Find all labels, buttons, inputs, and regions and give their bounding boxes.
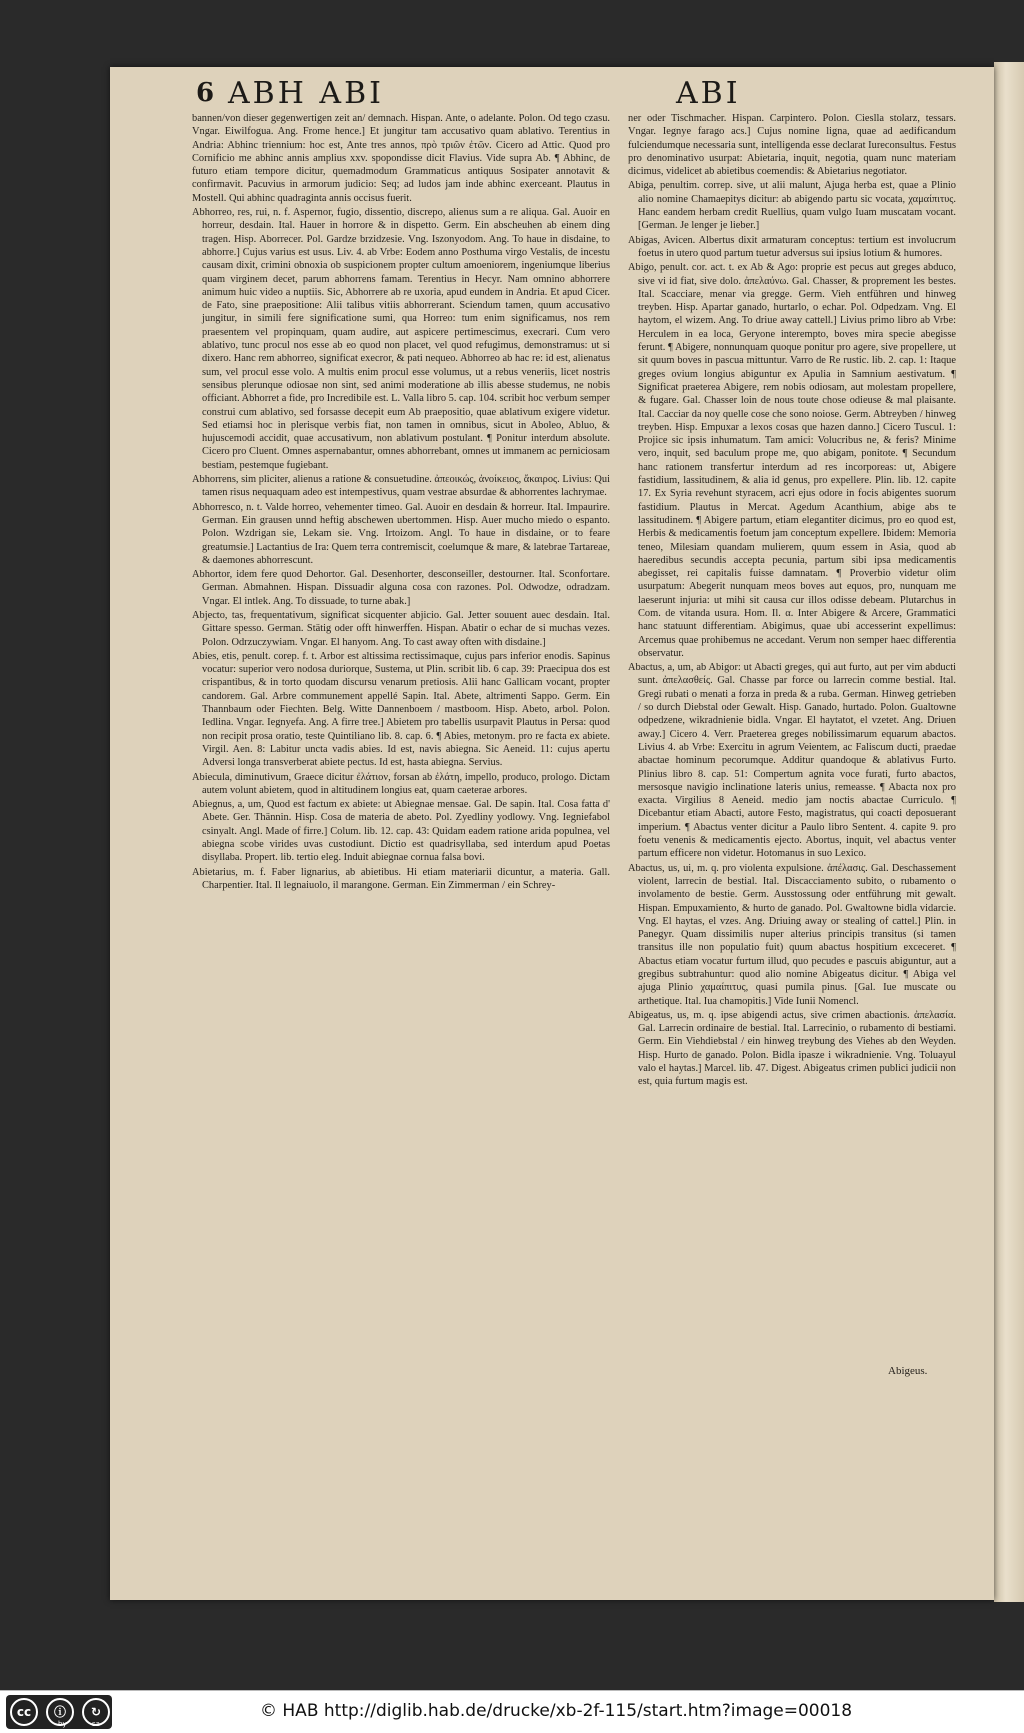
entry-paragraph: Abies, etis, penult. corep. f. t. Arbor est altissima rectissimaque, cujus pars inferior enodis. Sapinus vocatur: superior vero nodosa duriorque, Sustema, ut Plin. scribit lib. 6 cap. 39: Praecipua dos est crispantibus, & in torto quodam discursu venarum pretiosis. Alii hanc Gallicam vocant, propter candorem. Gal. Arbre communement appellé Sapin. Ital. Abete, altrimenti Sappo. Germ. Ein Thannbaum oder Fiechten. Belg. Witte Dannenboem / mastboom. Hisp. Abeto, arbol. Polon. Iedlina. Vngar. Iegnyefa. Ang. A firre tree.] Abietem pro tabellis usurpavit Plautus in Persa: quod non recipit prosa oratio, teste Quintiliano lib. 8. cap. 6. ¶ Abies, metonym. pro re facta ex abiete. Virgil. Aen. 8: Labitur uncta vadis abies. Id est, navis abiegna. Sic Aeneid. 11: cujus apertu Adversi longa transverberat abiete pectus. Id est, hasta abiegna. Servius. <box>192 650 610 769</box>
entry-paragraph: Abiecula, diminutivum, Graece dicitur ἐλάτιον, forsan ab ἐλάτη, impello, produco, prologo. Dictam autem volunt abietem, quod in altitudinem longius eat, quam caeterae arbores. <box>192 771 610 796</box>
by-icon: ⓘ <box>46 1698 74 1726</box>
cc-license-badge[interactable] <box>6 1695 112 1729</box>
entry-paragraph: Abigo, penult. cor. act. t. ex Ab & Ago: proprie est pecus aut greges abduco, sive vi id fiat, sive dolo. ἀπελαύνω. Gal. Chasser, & proprement les bestes. Ital. Scacciare, menar via gregge. Germ. Vieh entführen und hinweg treyben. Hisp. Apartar ganado, hurtarlo, o echar. Pol. Odpedzam. Vng. El haytom, el wizem. Ang. To driue away cattell.] Livius primo libro ab Vrbe: Herculem in ea loca, Geryone interempto, boves mira specie abegisse ferunt. ¶ Abigere, nonnunquam quoque ponitur pro agere, sive propellere, ut sit quum boves in pascua mittuntur. Varro de Re rustic. lib. 2. cap. 1: Itaque greges ovium longius abiguntur ex Apulia in Samnium aestivatum. ¶ Significat praeterea Abigere, rem nobis odiosam, aut molestam propellere, & fugare. Gal. Chasser loin de nous toute chose odieuse & mal plaisante. Ital. Cacciar da noy quelle cose che sono noiose. Germ. Abtreyben / hinweg treyben. Hisp. Empuxar a lexos cosas que hazen danno.] Cicero Tuscul. 1: Projice sic ipsis inhumatum. Tam amici: Volucribus ne, & feris? Minime vero, inquit, sed baculum prope me, quo abigam, ponitote. ¶ Secundum hanc rationem transfertur interdum ad res incorporeas: ut, Abigere fastidium, lassitudinem, & alia id genus, pro expellere. Plin. lib. 12. capite 17. Ex Syria revehunt styracem, acri ejus odore in focis abigentes suorum fastidium. Plautus in Mercat. Agedum Acanthium, abige abs te lassitudinem. ¶ Abigere partum, etiam elegantiter dicimus, pro eo quod est, Herbis & medicamentis foetum jam conceptum expellere. Ibidem: Memoria teneo, Milesiam quandam mulierem, quum essem in Asia, quod ab haeredibus secundis accepta pecunia, partum sibi ipsa medicamentis abegisset, rei capitalis fuisse damnatam. ¶ Proverbio videtur olim usurpatum: Abegerit nunquam meos boves aut equos, pro, nunquam me laeserunt injuria: ut mihi sit causa cur illos odisse debeam. Plutarchus in Com. de vitanda usura. Hom. Il. α. Inter Abigere & Arcere, Grammatici hanc statuunt differentiam. Abigimus, quae ubi accesserint expellimus: Arcemus quae prohibemus ne accedant. Verum non semper haec differentia observatur. <box>628 262 956 659</box>
entry-paragraph: Abhorrens, sim pliciter, alienus a ratione & consuetudine. ἀπεοικώς, ἀνοίκειος, ἄκαιρος. Livius: Qui tamen risus nequaquam adeo est intempestivus, quam vestrae absurdae & abhorrentes lachrymae. <box>192 474 610 499</box>
entry-paragraph: ner oder Tischmacher. Hispan. Carpintero. Polon. Cieslla stolarz, tessars. Vngar. Iegnye farago acs.] Cujus nomine ligna, quae ad aedificandum fulciendumque necessaria sunt, intelligenda esse declarat Iureconsultus. Festus pro denominativo usurpat: Abietaria, inquit, negotia, quam nunc materiam dicimus, videlicet ab abietibus coemendis: & Abietarius negotiator. <box>628 113 956 178</box>
catchword: Abigeus. <box>888 1365 928 1377</box>
entry-paragraph: Abiga, penultim. correp. sive, ut alii malunt, Ajuga herba est, quae a Plinio alio nomine Chamaepitys dicitur: ab abigendo partu sic vocata, χαμαίπιτυς. Hanc eandem herbam credit Ruellius, quam vulgo Iuam muscatam vocant. [German. Je lenger je lieber.] <box>628 180 956 232</box>
entry-paragraph: Abactus, us, ui, m. q. pro violenta expulsione. ἀπέλασις. Gal. Deschassement violent, larrecin de bestial. Ital. Discacciamento subito, o rubamento o involamento de bestie. Germ. Ausstossung oder entführung mit gewalt. Hispan. Empuxamiento, & hurto de ganado. Pol. Gwaltowne bidla vidarcie. Vng. El haytas, el vzes. Ang. Driuing away or stealing of cattel.] Plin. in Panegyr. Quam dissimilis nuper alterius principis transitus (si tamen transitus ille non populatio fuit) quum abactus hospitium exceceret. ¶ Abactus etiam vocatur furtum illud, quo pecudes e pascuis abiguntur, aut a gregibus subtrahuntur: quod alio nomine Abigeatus dicitur. ¶ Abiga vel ajuga Plinio χαμαίπιτυς, quasi pumila pinus. [Gal. Iue muscate ou arthetique. Ital. Iua chamopitis.] Vide Iunii Nomencl. <box>628 862 956 1007</box>
page-number: 6 <box>196 78 215 108</box>
attribution-link[interactable]: © HAB http://diglib.hab.de/drucke/xb-2f-115/start.htm?image=00018 <box>260 1701 853 1721</box>
entry-paragraph: Abiegnus, a, um, Quod est factum ex abiete: ut Abiegnae mensae. Gal. De sapin. Ital. Cosa fatta d' Abete. Ger. Thännin. Hisp. Cosa de materia de abeto. Pol. Zyedliny yodlowy. Vng. Iegniefabol csinyalt. Angl. Made of firre.] Colum. lib. 12. cap. 43: Quidam eadem ratione arida populnea, vel abiegna scobe virides uvas custodiunt. Dictio est quadrisyllaba, sed interdum apud Poetas disyllaba. Propert. lib. tertio eleg. Induit abiegnae cornua falsa bovi. <box>192 799 610 864</box>
right-text-column <box>628 112 956 1090</box>
entry-paragraph: Abigeatus, us, m. q. ipse abigendi actus, sive crimen abactionis. ἀπελασία. Gal. Larrecin ordinaire de bestial. Ital. Larrecinio, o rubamento di bestiami. Germ. Ein Viehdiebstal / ein hinweg treybung des Viehes ab den Weyden. Hisp. Hurto de ganado. Polon. Bidla ipasze i wikradnienie. Vng. Toluayul valo el haytas.] Marcel. lib. 47. Digest. Abigeatus crimen publici judicii non est, quia furtum magis est. <box>628 1009 956 1088</box>
adjacent-page-edge <box>994 62 1024 1602</box>
entry-paragraph: Abjecto, tas, frequentativum, significat sicquenter abjicio. Gal. Jetter souuent auec desdain. Ital. Gittare spesso. German. Stätig oder offt hinwerffen. Hispan. Abatir o echar de si muchas vezes. Polon. Odrzuczywiam. Vngar. El hanyom. Ang. To cast away often with disdaine.] <box>192 609 610 648</box>
cc-icon: cc <box>10 1698 38 1726</box>
left-text-column <box>192 112 610 893</box>
sa-icon: ↻ <box>82 1698 110 1726</box>
entry-paragraph: Abactus, a, um, ab Abigor: ut Abacti greges, qui aut furto, aut per vim abducti sunt. ἀπελασθείς. Gal. Chasse par force ou larrecin comme bestial. Ital. Gregi rubati o menati a forza in preda & a ruba. German. Hinweg getrieben / so durch Diebstal oder Gewalt. Hisp. Ganado, hurtado. Polon. Gualtowne odpedzene, wikradnienie bidla. Vngar. El haytatot, el vzetet. Ang. Driuen away.] Cicero 4. Verr. Praeterea greges nobilissimarum equarum abactos. Livius 4. ab Vrbe: Exercitu in agrum Veientem, ac Faliscum ducti, praedae abactae hominum pecorumque. Additur quandoque & ablativus Furto. Plinius libro 8. cap. 51: Compertum agnita voce furati, furto abactos, mersosque navigio inclinatione lateris unius, remeasse. ¶ Abacta nox pro exacta. Virgilius 8 Aeneid. medio jam noctis abactae Curriculo. ¶ Dicebantur etiam Abacti, autore Festo, magistratus, qui coacti deposuerant imperium. ¶ Abactus venter dicitur a Paulo libro Sentent. 4. capite 9. pro foetu venenis & medicamentis ejecto. Abortus, inquit, vel abactus venter partum efficere non videtur. Hotomanus in suo Lexico. <box>628 662 956 860</box>
sa-label: sa <box>92 1720 100 1728</box>
entry-paragraph: Abhortor, idem fere quod Dehortor. Gal. Desenhorter, desconseiller, destourner. Ital. Sconfortare. German. Abmahnen. Hispan. Dissuadir alguna cosa con razones. Pol. Odwodze, odradzam. Vngar. El intlek. Ang. To dissuade, to turne abak.] <box>192 569 610 607</box>
entry-paragraph: Abigas, Avicen. Albertus dixit armaturam conceptus: tertium est involucrum foetus in utero quod partum tuetur adversus sui ipsius lotium & humores. <box>628 234 956 259</box>
by-label: by <box>58 1720 67 1728</box>
running-head <box>0 76 884 110</box>
footer-bar <box>0 1690 1024 1733</box>
left-headword: ABH ABI <box>228 76 384 111</box>
entry-paragraph: Abhorresco, n. t. Valde horreo, vehementer timeo. Gal. Auoir en desdain & horreur. Ital. Impaurire. German. Ein grausen unnd heftig abschewen ubertommen. Hisp. Auer mucho miedo o espanto. Polon. Wzdrigan sie, Lekam sie. Vng. Irtoizom. Angl. To haue in disdaine, or to feare greatumsie.] Lactantius de Ira: Quem terra contremiscit, coelumque & mare, & latebrae Tartareae, & daemones abhorrescunt. <box>192 501 610 566</box>
entry-paragraph: bannen/von dieser gegenwertigen zeit an/ demnach. Hispan. Ante, o adelante. Polon. Od tego czasu. Vngar. Eiwilfogua. Ang. Frome hence.] Et jungitur tam accusativo quam ablativo. Terentius in Andria: Abhinc triennium: hoc est, Ante tres annos, πρὸ τριῶν ἐτῶν. Cicero ad Attic. Quod pro Cornificio me abhinc annis amplius xxv. spopondisse dicit Flavius. Vide supra Ab. ¶ Abhinc, de futuro etiam tempore dicitur, quemadmodum Grammaticus antiquus Sosipater annotavit & confirmavit. Pacuvius in armorum judicio: Seq; ad ludos jam inde abhinc exerceant. Plautus in Mostell. Qui abhinc quadraginta annis occisus fuerit. <box>192 113 610 204</box>
entry-paragraph: Abietarius, m. f. Faber lignarius, ab abietibus. Hi etiam materiarii dicuntur, a materia. Gall. Charpentier. Ital. Il legnaiuolo, il marangone. German. Ein Zimmerman / ein Schrey- <box>192 866 610 891</box>
entry-paragraph: Abhorreo, res, rui, n. f. Aspernor, fugio, dissentio, discrepo, alienus sum a re aliqua. Gal. Auoir en horreur, desdain. Ital. Hauer in horrore & in dispetto. Germ. Ein abscheuhen ab einem ding tragen. Hisp. Aborrecer. Pol. Gardze brzidzesie. Vng. Iszonyodom. Ang. To haue in disdaine, to abhorre.] Cujus varius est usus. Liv. 4. ab Vrbe: Eodem anno Posthuma virgo Vestalis, de incestu causam dixit, crimini obnoxia ob suspicionem propter cultum amoeniorem, ingeniumque liberius quam virginem decet, parum abhorrens famam. Terentius in Hecyr. Nam omnino abhorrere animum huic video a nuptiis. Sic, Abhorrere ab re uxoria, apud eundem in Andria. Et apud Cicer. de Fato, sine praepositione: Alii talibus vitiis abhorrerant. Sciendum tamen, quum accusativo jungitur, in simili fere significatione sumi, qua Horreo: tum enim significamus, nos rem praesentem vel propinquam, quam audire, aut aspicere pertimescimus, execrari. Cum vero ablativo, tunc procul nos esse ab eo quod non placet, vel quod refugimus, demonstramus: ut si dixero. Hanc rem abhorreo, significat execror, & pati nequeo. Abhorreo ab hac re: id est, alienatus sum, vel procul esse volo. A multis enim procul esse volumus, ut a rebus veneriis, licet nostris sensibus plerunque odiosae non sint, sed animi moderatione ab illis abesse studemus, ne nobis officiant. Abhorret a fide, pro Incredibile est. L. Valla libro 5. cap. 104. scribit hoc verbum semper construi cum ablativo, sed forsasse decepit eum Ab praepositio, quae ablativum exigere videtur. Sed etiamsi hoc in plerisque verbis fiat, non tamen in omnibus, sicut in Aboleo, Abluo, & hujuscemodi accidit, quae accusativum, non ablativum postulant. ¶ Ponitur interdum absolute. Cicero pro Cluent. Omnes aspernabantur, omnes abhorrebant, omnes ut immanem ac perniciosam bestiam, pestemque fugiebant. <box>192 207 610 471</box>
right-headword: ABI <box>676 76 741 111</box>
